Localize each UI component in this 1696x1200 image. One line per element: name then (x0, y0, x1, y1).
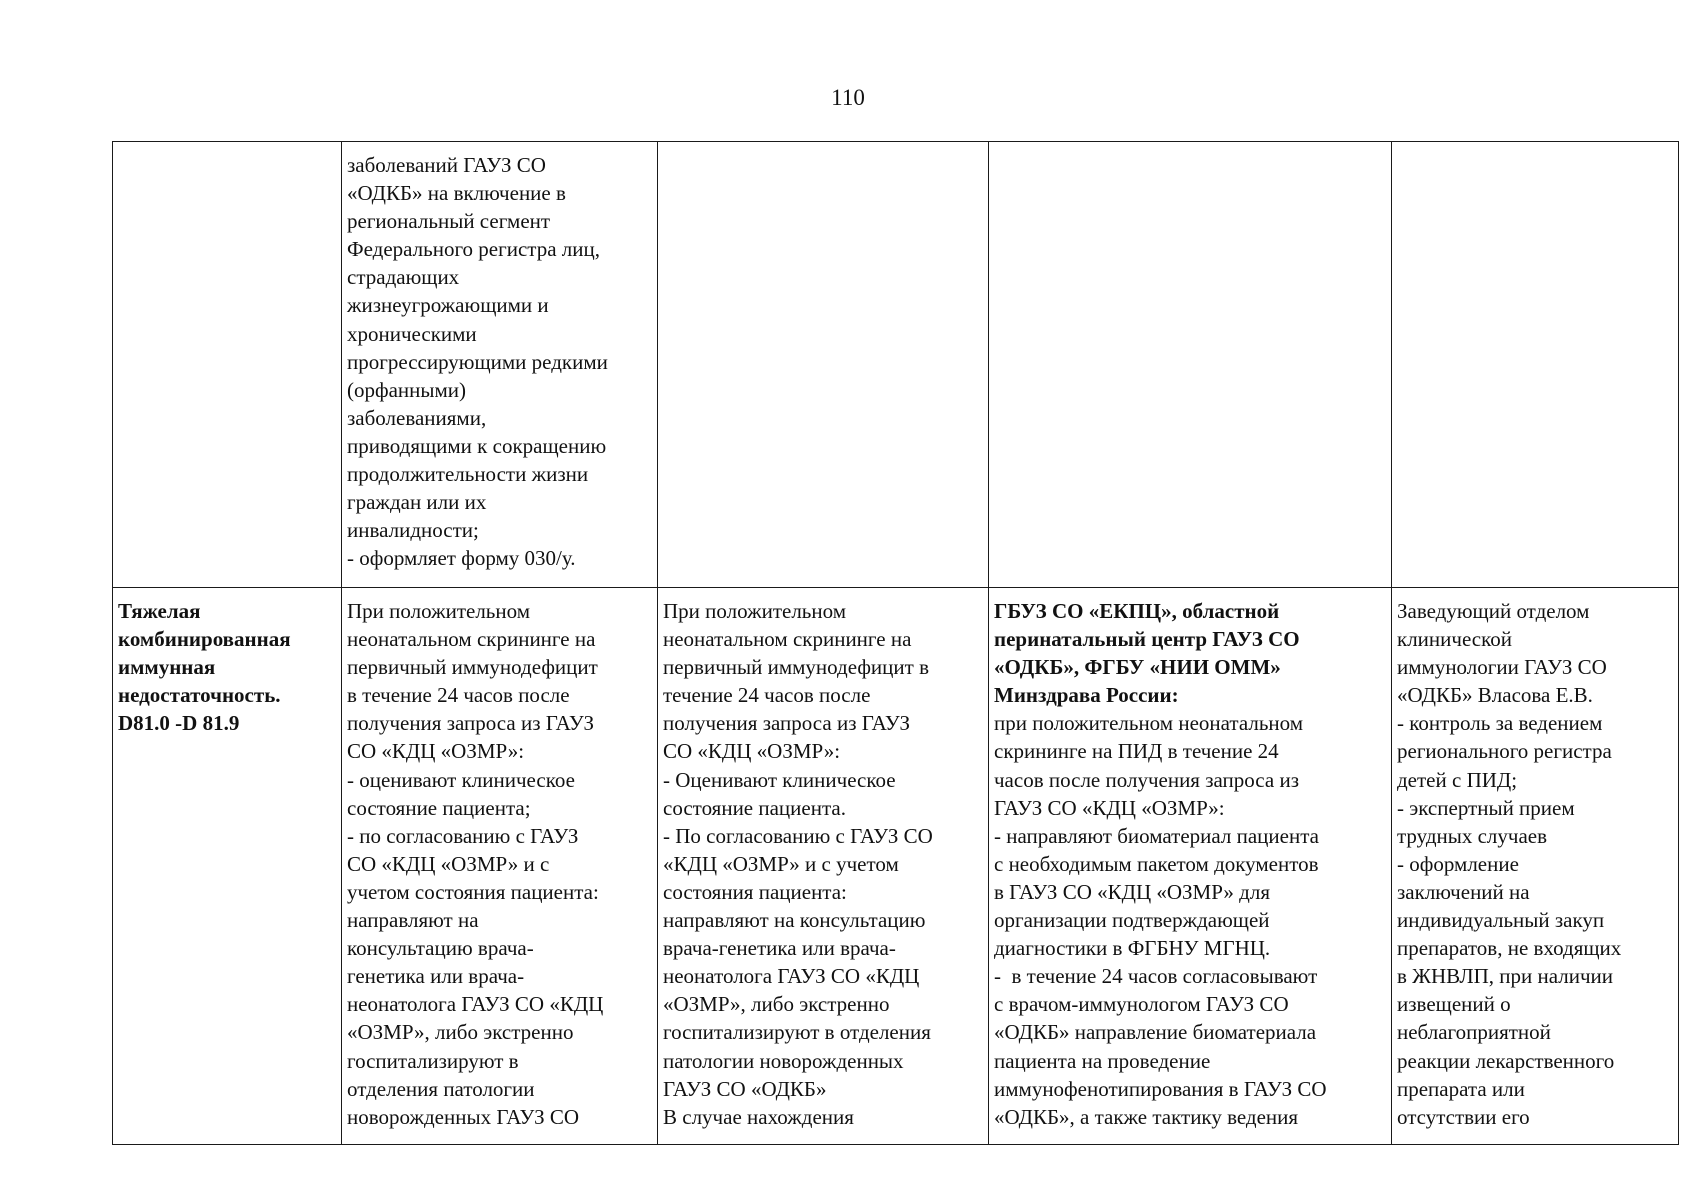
cell-text-line: В случае нахождения (663, 1104, 854, 1129)
cell-text-line: При положительном (347, 599, 531, 623)
cell-text-line: индивидуальный закуп (1397, 908, 1605, 933)
cell-text-line: заболеваний ГАУЗ СО (347, 153, 546, 177)
cell-text-line: в ГАУЗ СО «КДЦ «ОЗМР» для (994, 879, 1271, 904)
cell-text-line: первичный иммунодефицит в (663, 655, 929, 680)
cell-text-line: с необходимым пакетом документов (994, 851, 1319, 876)
table-row (113, 588, 1679, 1145)
cell-text-line: неонатальном скрининге на (663, 627, 912, 652)
cell-text-line: D81.0 -D 81.9 (118, 711, 240, 736)
cell-text-line: - по согласованию с ГАУЗ (347, 823, 579, 848)
cell-text-line: трудных случаев (1397, 823, 1548, 848)
document-table (112, 141, 1679, 1145)
cell-text-line: заболеваниями, (347, 405, 487, 430)
cell-text-line: - оформление (1397, 851, 1519, 876)
cell-text-line: - контроль за ведением (1397, 711, 1603, 736)
diagnosis-cell (113, 142, 342, 588)
cell-text-line: врача-генетика или врача- (663, 936, 896, 961)
cell-text-line: получения запроса из ГАУЗ (663, 711, 911, 736)
cell-text-line: заключений на (1397, 879, 1530, 904)
cell-text-line: «ОЗМР», либо экстренно (663, 992, 890, 1017)
cell-text-line: - По согласованию с ГАУЗ СО (663, 823, 933, 848)
page-number: 110 (831, 85, 865, 110)
cell-text-line: направляют на (347, 908, 479, 933)
cell-text-line: комбинированная (118, 627, 291, 652)
cell-text-line: детей с ПИД; (1397, 767, 1518, 792)
cell-text-line: жизнеугрожающими и (347, 293, 549, 318)
cell-text-line: При положительном (663, 599, 847, 623)
action-cell-1 (342, 588, 658, 1145)
cell-text-line: СО «КДЦ «ОЗМР» и с (347, 851, 550, 876)
responsible-cell (1392, 588, 1679, 1145)
cell-text-line: хроническими (347, 321, 477, 346)
cell-text-line: госпитализируют в (347, 1048, 519, 1073)
cell-text-line: состояние пациента; (347, 795, 531, 820)
cell-text-line: организации подтверждающей (994, 908, 1270, 933)
cell-text-line: препаратов, не входящих (1397, 936, 1622, 961)
cell-text-line: диагностики в ФГБНУ МГНЦ. (994, 936, 1271, 961)
cell-text-line: (орфанными) (347, 377, 467, 402)
cell-text-line: неонатальном скрининге на (347, 627, 596, 652)
cell-text-line: Минздрава России: (994, 683, 1179, 708)
cell-text-line: недостаточность. (118, 683, 281, 708)
cell-text-line: реакции лекарственного (1397, 1048, 1615, 1073)
cell-text-line: патологии новорожденных (663, 1048, 904, 1073)
cell-text-line: при положительном неонатальном (994, 711, 1304, 736)
cell-text-line: страдающих (347, 265, 460, 290)
cell-text-line: учетом состояния пациента: (347, 879, 599, 904)
cell-text-line: «ОДКБ», а также тактику ведения (994, 1104, 1299, 1129)
cell-text-line: ГБУЗ СО «ЕКПЦ», областной (994, 599, 1280, 623)
cell-text-line: Тяжелая (118, 599, 201, 623)
cell-text-line: отделения патологии (347, 1076, 535, 1101)
cell-text-line: получения запроса из ГАУЗ (347, 711, 595, 736)
organization-cell (989, 588, 1392, 1145)
cell-text-line: - оценивают клиническое (347, 767, 575, 792)
cell-text-line: регионального регистра (1397, 739, 1612, 764)
cell-text-line: течение 24 часов после (663, 683, 871, 708)
cell-text-line: новорожденных ГАУЗ СО (347, 1104, 580, 1129)
cell-text-line: - направляют биоматериал пациента (994, 823, 1319, 848)
cell-text-line: часов после получения запроса из (994, 767, 1299, 792)
cell-text-line: граждан или их (347, 490, 487, 515)
cell-text-line: Федерального регистра лиц, (347, 237, 600, 262)
cell-text-line: приводящими к сокращению (347, 433, 607, 458)
cell-text-line: прогрессирующими редкими (347, 349, 608, 374)
cell-text-line: извещений о (1397, 992, 1511, 1017)
cell-text-line: генетика или врача- (347, 964, 525, 989)
cell-text-line: иммунофенотипирования в ГАУЗ СО (994, 1076, 1327, 1101)
cell-text-line: состояние пациента. (663, 795, 846, 820)
organization-cell (989, 142, 1392, 588)
cell-text-line: первичный иммунодефицит (347, 655, 598, 680)
action-cell-2 (658, 588, 989, 1145)
cell-text-line: клинической (1397, 627, 1512, 652)
cell-text-line: продолжительности жизни (347, 462, 589, 487)
cell-text-line: - Оценивают клиническое (663, 767, 896, 792)
cell-text-line: госпитализируют в отделения (663, 1020, 931, 1045)
cell-text-line: отсутствии его (1397, 1104, 1530, 1129)
table-row (113, 142, 1679, 588)
cell-text-line: в ЖНВЛП, при наличии (1397, 964, 1613, 989)
cell-text-line: - в течение 24 часов согласовывают (994, 964, 1318, 989)
cell-text-line: «КДЦ «ОЗМР» и с учетом (663, 851, 899, 876)
diagnosis-cell (113, 588, 342, 1145)
cell-text-line: неонатолога ГАУЗ СО «КДЦ (663, 964, 920, 989)
cell-text-line: Заведующий отделом (1397, 599, 1590, 623)
responsible-cell (1392, 142, 1679, 588)
cell-text-line: неблагоприятной (1397, 1020, 1551, 1045)
cell-text-line: - экспертный прием (1397, 795, 1575, 820)
action-cell-1 (342, 142, 658, 588)
cell-text-line: СО «КДЦ «ОЗМР»: (663, 739, 841, 764)
cell-text-line: в течение 24 часов после (347, 683, 570, 708)
cell-text-line: перинатальный центр ГАУЗ СО (994, 627, 1300, 652)
cell-text-line: «ОДКБ», ФГБУ «НИИ ОММ» (994, 655, 1281, 680)
cell-text-line: состояния пациента: (663, 879, 847, 904)
cell-text-line: инвалидности; (347, 518, 479, 543)
cell-text-line: - оформляет форму 030/у. (347, 546, 576, 571)
cell-text-line: неонатолога ГАУЗ СО «КДЦ (347, 992, 604, 1017)
cell-text-line: СО «КДЦ «ОЗМР»: (347, 739, 525, 764)
action-cell-2 (658, 142, 989, 588)
cell-text-line: «ОЗМР», либо экстренно (347, 1020, 574, 1045)
cell-text-line: консультацию врача- (347, 936, 534, 961)
cell-text-line: «ОДКБ» на включение в (347, 181, 566, 206)
cell-text-line: с врачом-иммунологом ГАУЗ СО (994, 992, 1289, 1017)
cell-text-line: ГАУЗ СО «ОДКБ» (663, 1076, 827, 1101)
cell-text-line: «ОДКБ» направление биоматериала (994, 1020, 1317, 1045)
cell-text-line: направляют на консультацию (663, 908, 926, 933)
cell-text-line: скрининге на ПИД в течение 24 (994, 739, 1279, 764)
cell-text-line: региональный сегмент (347, 209, 551, 234)
cell-text-line: ГАУЗ СО «КДЦ «ОЗМР»: (994, 795, 1225, 820)
cell-text-line: пациента на проведение (994, 1048, 1211, 1073)
cell-text-line: иммунологии ГАУЗ СО (1397, 655, 1607, 680)
cell-text-line: препарата или (1397, 1076, 1525, 1101)
cell-text-line: иммунная (118, 655, 216, 680)
cell-text-line: «ОДКБ» Власова Е.В. (1397, 683, 1593, 708)
